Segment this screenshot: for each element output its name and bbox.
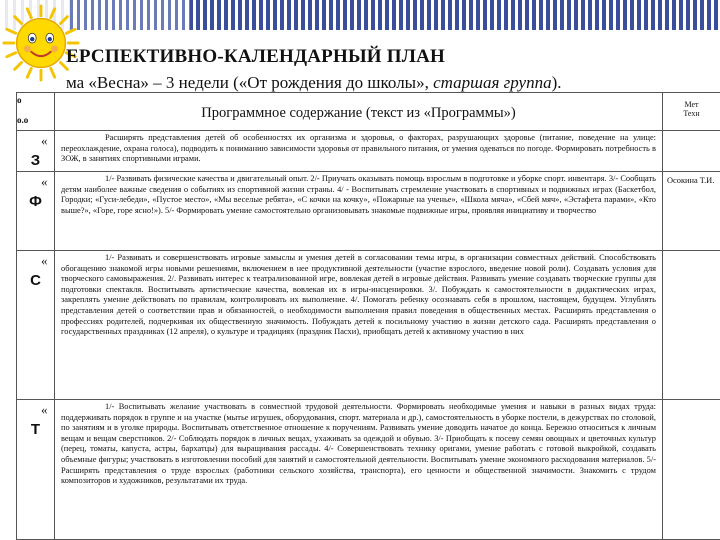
table-row — [17, 131, 720, 172]
row-area-cell — [17, 131, 55, 172]
row-quote: « — [41, 402, 48, 417]
row-content: Расширять представления детей об особенностях их организма и здоровья, о факторах, разрушающих здоровье (питание, поведение на улице: переохлаждение, охрана голоса), подводить к пониманию зависимости здоровья от правильного питания, от умения одеваться по погоде. Формировать потребность в ЗОЖ, в занятиях спортивными играми. — [55, 131, 663, 172]
header-cell-area — [17, 93, 55, 131]
row-teacher — [663, 131, 720, 172]
row-quote: « — [41, 133, 48, 148]
row-letter: З — [30, 152, 41, 169]
header-tech-line1: Мет — [684, 100, 699, 109]
row-quote: « — [41, 174, 48, 189]
header-tech-line2: Техн — [683, 109, 700, 118]
row-teacher — [663, 251, 720, 400]
decorative-stripe-mid — [70, 0, 190, 30]
row-quote: « — [41, 253, 48, 268]
row-teacher — [663, 400, 720, 540]
row-area-cell — [17, 172, 55, 251]
page-title: ЕРСПЕКТИВНО-КАЛЕНДАРНЫЙ ПЛАН — [66, 46, 445, 67]
row-letter: Ф — [29, 193, 42, 210]
page-subtitle: ма «Весна» – 3 недели («От рождения до школы», старшая группа). — [66, 73, 562, 92]
row-letter: Т — [30, 421, 41, 438]
header-area-top: о — [17, 95, 22, 105]
row-content: 1/- Развивать физические качества и двигательный опыт. 2/- Приучать оказывать помощь взрослым в подготовке и уборке спорт. инвентаря. 3/- Сообщать детям наиболее важные сведения о событиях из спортивной жизни страны. 4/ - Воспитывать стремление участвовать в спортивных и подвижных играх (Баскетбол, Городки; «Гуси-лебеди», «Пустое место», «Мы веселые ребята», «С кочки на кочку», «Пожарные на ученье», «Школа мяча», «Сбей мяч», «Эстафета парами», «Кто выше?», «Горе, горе ясно!»). 5/- Формировать умение самостоятельно организовывать знакомые подвижные игры, проявляя инициативу и творчество — [55, 172, 663, 251]
row-teacher: Осокина Т.И. — [663, 172, 720, 251]
sun-icon — [2, 4, 80, 82]
row-area-cell — [17, 251, 55, 400]
row-area-cell — [17, 400, 55, 540]
plan-table — [16, 92, 720, 540]
row-content: 1/- Развивать и совершенствовать игровые замыслы и умения детей в согласовании темы игры, в организации совместных действий. Способствовать обогащению знакомой игры новыми решениями, включением в нее продуктивной деятельности (участие взрослого, введение новой роли). Создавать условия для творческого самовыражения. 2/. Развивать интерес к театрализованной игре, вовлекая детей в игровые действия. Развивать умение создавать творческие группы для подготовки спектакля. Воспитывать артистические качества, вовлекая их в игры-инсценировки. 3/. Побуждать к самостоятельности в дидактических играх, закреплять умение действовать по правилам, контролировать их выполнение. 4/. Помогать ребенку осознавать себя в прошлом, настоящем, будущем. Углублять представления детей о соответствии прав и обязанностей, о необходимости выполнения правил поведения в общественных местах. Расширять представления о профессиях родителей, подчеркивая их общественную значимость. Побуждать детей к посильному участию в жизни детского сада. Расширять представления о государственных праздниках (12 апреля), о культуре и традициях (праздник Пасхи), приобщать детей к активному участию в них — [55, 251, 663, 400]
header-content-title: Программное содержание (текст из «Программы») — [55, 93, 663, 131]
table-row — [17, 400, 720, 540]
table-header-row — [17, 93, 720, 131]
row-letter: С — [30, 272, 41, 289]
header-tech-cell — [663, 93, 720, 131]
table-row — [17, 251, 720, 400]
header-area-bottom: о.о — [17, 115, 29, 125]
table-row — [17, 172, 720, 251]
row-content: 1/- Воспитывать желание участвовать в совместной трудовой деятельности. Формировать необходимые умения и навыки в разных видах труда: поддерживать порядок в группе и на участке (мытье игрушек, оборудования, спорт. материала и др.), самостоятельность в уборке постели, в дежурствах по столовой, по занятиям и в уголке природы. Воспитывать ответственное отношение к поручениям. Развивать умение доводить начатое до конца. Бережно относиться к личным вещам и вещам сверстников. 2/- Соблюдать порядок в личных вещах, ухаживать за одеждой и обувью. 3/- Приобщать к посеву семян овощных и цветочных культур (перец, томаты, капуста, астры, бархатцы) для выращивания рассады. 4/- Совершенствовать технику оригами, умение работать с готовой выкройкой, создавать объемные фигуры; участвовать в изготовлении пособий для занятий и самостоятельной деятельности. Воспитывать умение экономного расходования материалов. 5/- Расширять представления о труде взрослых (работники сельского хозяйства, транспорта), его ценности и общественной значимости. Знакомить с трудом композиторов и художников, результатами их труда. — [55, 400, 663, 540]
